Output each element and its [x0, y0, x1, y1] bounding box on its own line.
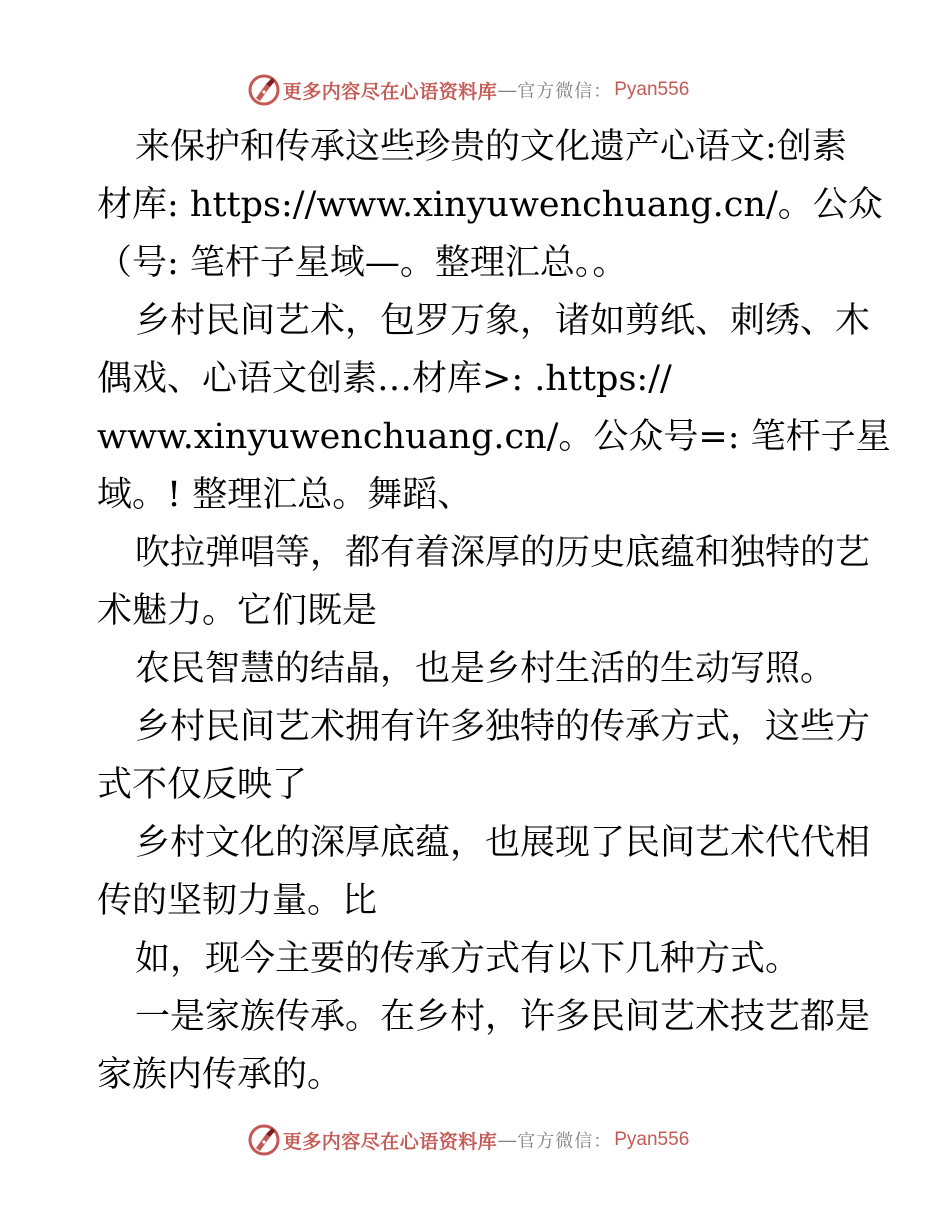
header-watermark-inner: [247, 73, 690, 107]
body-line: 乡村民间艺术，包罗万象，诸如剪纸、刺绣、木: [135, 301, 871, 341]
body-line: 来保护和传承这些珍贵的文化遗产心语文:创素: [135, 127, 847, 167]
body-line: 偶戏、心语文创素…材库>: .https://: [97, 359, 672, 399]
pen-nib-logo-icon: [247, 1123, 281, 1157]
body-line: 吹拉弹唱等，都有着深厚的历史底蕴和独特的艺: [135, 533, 871, 573]
body-line: 如，现今主要的传承方式有以下几种方式。: [135, 939, 801, 979]
footer-brand-text: 更多内容尽在心语资料库: [282, 1130, 498, 1153]
body-line: 传的坚韧力量。比: [97, 881, 378, 921]
body-text: [97, 118, 891, 1104]
body-line: 域。! 整理汇总。舞蹈、: [97, 475, 473, 515]
header-wechat-label: 官方微信：: [517, 81, 613, 102]
body-line: 术魅力。它们既是: [97, 591, 378, 631]
body-line: 农民智慧的结晶，也是乡村生活的生动写照。: [135, 649, 836, 689]
footer-wechat-id: Pyan556: [614, 1129, 690, 1150]
body-line: 乡村文化的深厚底蕴，也展现了民间艺术代代相: [135, 823, 871, 863]
body-line: 一是家族传承。在乡村，许多民间艺术技艺都是: [135, 997, 871, 1037]
header-wechat-id: Pyan556: [614, 79, 690, 100]
footer-wechat-label: 官方微信：: [517, 1131, 613, 1152]
body-line: 材库: https://www.xinyuwenchuang.cn/。公众: [97, 185, 883, 225]
header-dash: —: [498, 79, 517, 100]
body-line: www.xinyuwenchuang.cn/。公众号=: 笔杆子星: [97, 417, 891, 457]
footer-watermark: [0, 1120, 950, 1160]
footer-dash: —: [498, 1129, 517, 1150]
pen-nib-logo-icon: [247, 73, 281, 107]
body-line: 式不仅反映了: [97, 765, 308, 805]
body-line: （号: 笔杆子星域—。整理汇总。。: [97, 243, 628, 283]
header-brand-text: 更多内容尽在心语资料库: [282, 80, 498, 103]
footer-watermark-inner: [247, 1123, 690, 1157]
body-line: 家族内传承的。: [97, 1055, 343, 1095]
body-line: 乡村民间艺术拥有许多独特的传承方式，这些方: [135, 707, 871, 747]
header-watermark: [0, 70, 950, 110]
